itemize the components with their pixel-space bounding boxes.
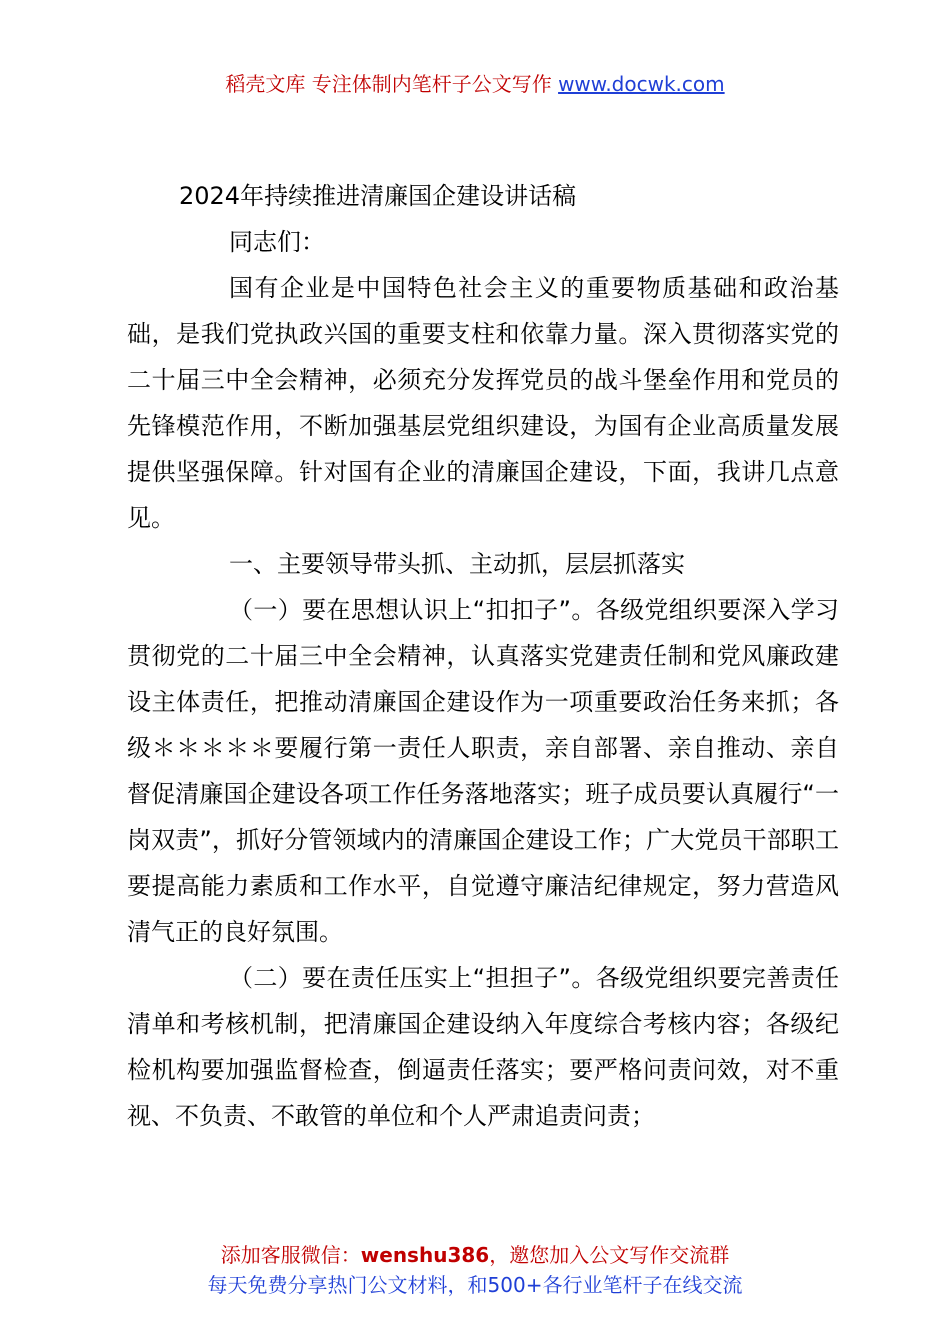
wechat-id: wenshu386: [360, 1243, 490, 1267]
website-link[interactable]: www.docwk.com: [558, 72, 725, 96]
footer-line-1: [0, 1240, 950, 1270]
paragraph-intro: 国有企业是中国特色社会主义的重要物质基础和政治基础，是我们党执政兴国的重要支柱和依靠力量。深入贯彻落实党的二十届三中全会精神，必须充分发挥党员的战斗堡垒作用和党员的先锋模范作用，不断加强基层党组织建设，为国有企业高质量发展提供坚强保障。针对国有企业的清廉国企建设，下面，我讲几点意见。: [127, 274, 839, 532]
footer-suffix: ，邀您加入公文写作交流群: [489, 1243, 730, 1267]
brand-text: 稻壳文库 专注体制内笔杆子公文写作: [225, 72, 552, 96]
footer-line-2: 每天免费分享热门公文材料，和500+各行业笔杆子在线交流: [207, 1273, 743, 1297]
paragraph-subsection-2: （二）要在责任压实上“担担子”。各级党组织要完善责任清单和考核机制，把清廉国企建设纳入年度综合考核内容；各级纪检机构要加强监督检查，倒逼责任落实；要严格问责问效，对不重视、不负责、不敢管的单位和个人严肃追责问责；: [127, 964, 839, 1130]
section-heading-1: 一、主要领导带头抓、主动抓，层层抓落实: [229, 550, 685, 578]
page-header: [0, 70, 950, 98]
paragraph-subsection-1: （一）要在思想认识上“扣扣子”。各级党组织要深入学习贯彻党的二十届三中全会精神，认真落实党建责任制和党风廉政建设主体责任，把推动清廉国企建设作为一项重要政治任务来抓；各级＊＊＊＊＊要履行第一责任人职责，亲自部署、亲自推动、亲自督促清廉国企建设各项工作任务落地落实；班子成员要认真履行“一岗双责”，抓好分管领域内的清廉国企建设工作；广大党员干部职工要提高能力素质和工作水平，自觉遵守廉洁纪律规定，努力营造风清气正的良好氛围。: [127, 596, 839, 946]
document-title: 2024年持续推进清廉国企建设讲话稿: [179, 182, 577, 210]
document-body: [127, 173, 839, 1139]
page-footer: [0, 1240, 950, 1300]
footer-prefix: 添加客服微信：: [220, 1243, 361, 1267]
salutation: 同志们：: [229, 228, 325, 256]
